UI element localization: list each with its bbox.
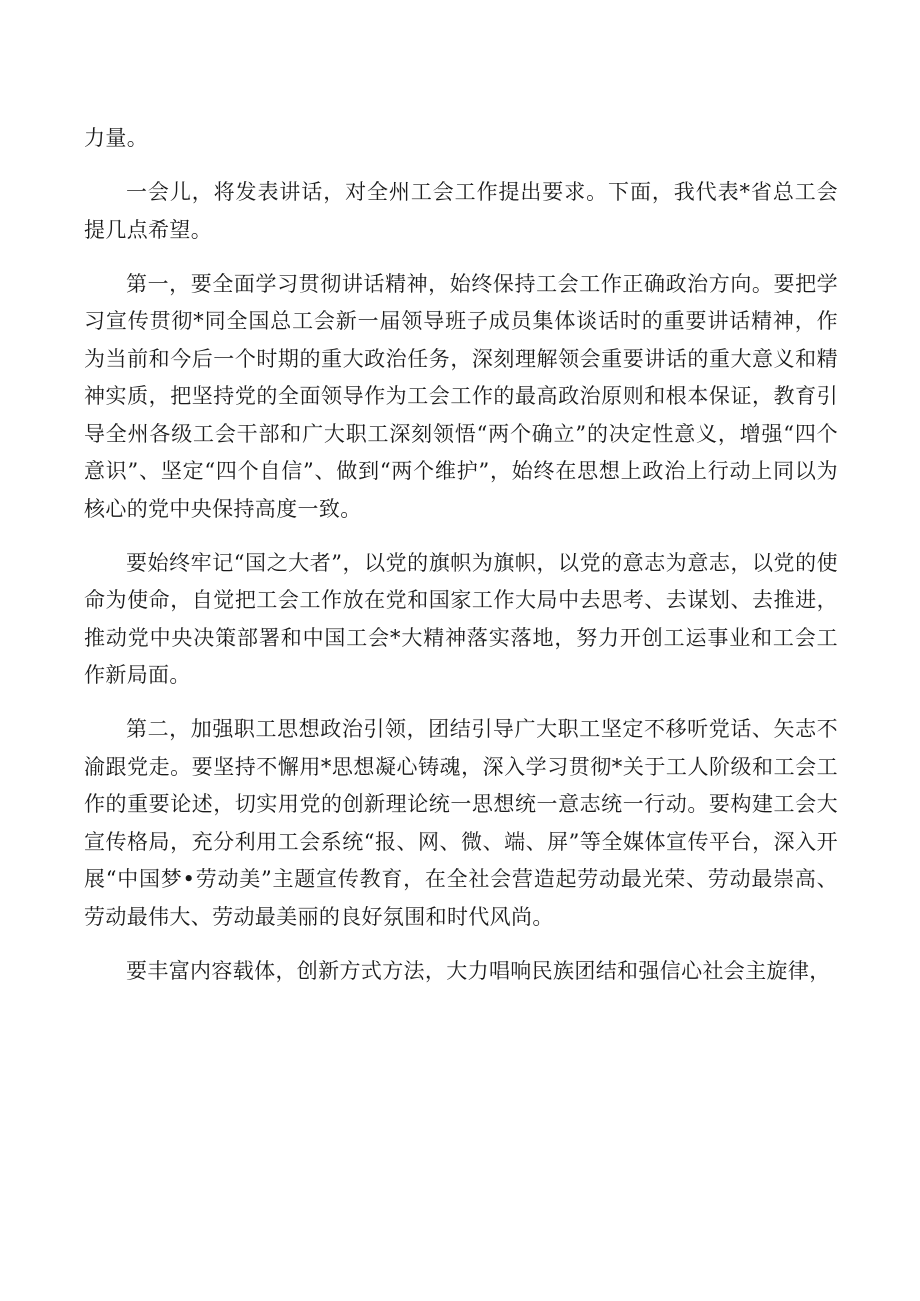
paragraph-second-point: 第二，加强职工思想政治引领，团结引导广大职工坚定不移听党话、矢志不渝跟党走。要坚持不懈用*思想凝心铸魂，深入学习贯彻*关于工人阶级和工会工作的重要论述，切实用党的创新理论统一思想统一意志统一行动。要构建工会大宣传格局，充分利用工会系统“报、网、微、端、屏”等全媒体宣传平台，深入开展“中国梦•劳动美”主题宣传教育，在全社会营造起劳动最光荣、劳动最崇高、劳动最伟大、劳动最美丽的良好氛围和时代风尚。 (84, 717, 838, 929)
document-page (84, 120, 838, 1007)
paragraph-intro: 一会儿，将发表讲话，对全州工会工作提出要求。下面，我代表*省总工会提几点希望。 (84, 180, 838, 242)
paragraph-first-point: 第一，要全面学习贯彻讲话精神，始终保持工会工作正确政治方向。要把学习宣传贯彻*同全国总工会新一届领导班子成员集体谈话时的重要讲话精神，作为当前和今后一个时期的重大政治任务，深刻理解领会重要讲话的重大意义和精神实质，把坚持党的全面领导作为工会工作的最高政治原则和根本保证，教育引导全州各级工会干部和广大职工深刻领悟“两个确立”的决定性意义，增强“四个意识”、坚定“四个自信”、做到“两个维护”，始终在思想上政治上行动上同以为核心的党中央保持高度一致。 (84, 271, 838, 521)
paragraph-second-point-detail: 要丰富内容载体，创新方式方法，大力唱响民族团结和强信心社会主旋律， (126, 958, 831, 983)
paragraph-first-point-detail: 要始终牢记“国之大者”，以党的旗帜为旗帜，以党的意志为意志，以党的使命为使命，自觉把工会工作放在党和国家工作大局中去思考、去谋划、去推进，推动党中央决策部署和中国工会*大精神落实落地，努力开创工运事业和工会工作新局面。 (84, 550, 838, 687)
paragraph-continued: 力量。 (84, 126, 149, 150)
